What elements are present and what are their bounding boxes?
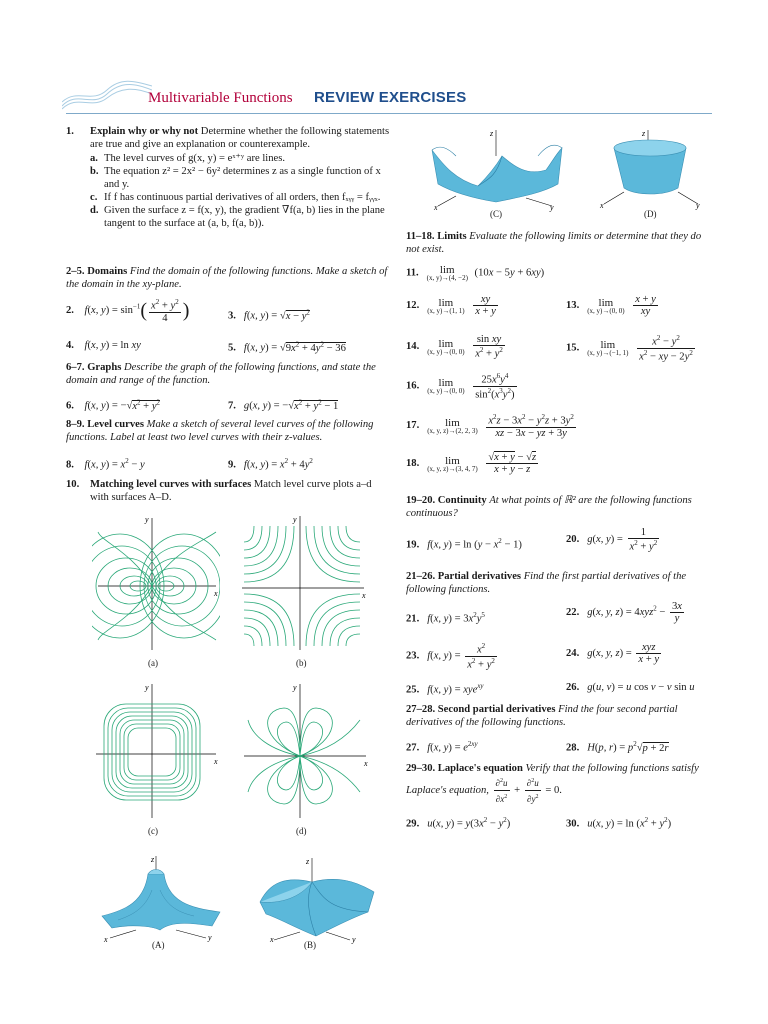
caption-A: (A) — [152, 940, 165, 950]
exercise-23: 23. f(x, y) = $\frac{x^2}{x^2 + y^2}$ — [406, 642, 495, 671]
exercise-14: 14. lim (x, y)→(0, 0) $\frac{\text{sin xy}}{x^2 + y^2}$ — [406, 334, 503, 360]
exercise-13: 13. lim (x, y)→(0, 0) $\frac{x + y}{xy}$ — [566, 294, 656, 317]
exercises-8-9-heading: 8–9. Level curves — [66, 419, 144, 430]
section-title: Multivariable Functions — [148, 90, 293, 106]
surface-plot-A — [96, 850, 226, 945]
caption-d: (d) — [296, 826, 307, 836]
svg-text:y: y — [293, 515, 297, 524]
exercise-1a: The level curves of g(x, y) = eˣ⁺ʸ are lines. — [104, 153, 286, 164]
exercises-27-28-heading: 27–28. Second partial derivatives — [406, 704, 556, 715]
caption-D: (D) — [644, 209, 657, 219]
header-rule — [66, 113, 712, 114]
surface-plot-D — [594, 126, 706, 214]
exercise-24: 24. g(x, y, z) = $\frac{\text{xyz}}{x + y}$ — [566, 642, 660, 665]
svg-text:z: z — [642, 129, 646, 138]
exercises-19-20-heading: 19–20. Continuity — [406, 495, 487, 506]
exercises-27-28-intro — [406, 703, 706, 729]
exercise-10: 10. Matching level curves with surfaces Match level curve plots a–d with surfaces A–D. — [66, 479, 372, 503]
exercises-11-18-heading: 11–18. Limits — [406, 231, 467, 242]
exercise-1: 1. Explain why or why not Determine whether the following statements are true and give an explanation or counterexample. a. The level curves of g(x, y) = eˣ⁺ʸ are lines. b. The equation z² = 2x² − 6y² determines z as a single function of x and y. c. If f has continuous partial derivatives of all orders, then fₓᵧᵧ = fᵧᵧₓ. d. Given the surface z = f(x, y), the gradient ∇f(a, b) lies in the plane tangent to the surface at (a, b, f(a, b)). — [66, 126, 390, 229]
level-curves-plot-c — [92, 680, 220, 820]
exercise-1d: Given the surface z = f(x, y), the gradient ∇f(a, b) lies in the plane tangent to the surface at (a, b, f(a, b)). — [104, 205, 385, 229]
exercise-10-text: Match level curve plots a–d with surfaces A–D. — [90, 479, 372, 503]
exercises-19-20-text: At what points of ℝ² are the following functions continuous? — [406, 495, 692, 519]
svg-text:x: x — [364, 759, 368, 768]
exercises-21-26-intro — [406, 570, 706, 596]
exercises-29-30-intro: 29–30. Laplace's equation Verify that the following functions satisfy Laplace's equation, $\frac{\partial^2u}{\partial x^2}$ + $\frac{\partial^2u}{\partial y^2}$ = 0. — [406, 763, 699, 804]
svg-text:x: x — [104, 935, 108, 944]
caption-c: (c) — [148, 826, 158, 836]
exercise-10-heading: Matching level curves with surfaces — [90, 479, 252, 490]
page-title: REVIEW EXERCISES — [314, 89, 467, 106]
exercise-17: 17. lim (x, y, z)→(2, 2, 3) $\frac{x^2z - 3x^2 - y^2z + 3y^2}{xz - 3x - yz + 3y}$ — [406, 413, 574, 439]
svg-text:x: x — [434, 203, 438, 212]
level-curves-plot-b — [238, 512, 368, 652]
surface-plot-C — [426, 126, 566, 214]
exercises-2-5-heading: 2–5. Domains — [66, 266, 128, 277]
caption-b: (b) — [296, 658, 307, 668]
exercise-1-heading: Explain why or why not — [90, 126, 199, 137]
exercises-19-20-intro — [406, 494, 706, 520]
exercise-19: 19. f(x, $y) = \ln (y - x^2 - 1)$ — [406, 537, 522, 551]
level-curves-plot-d — [240, 680, 370, 820]
exercises-29-30-heading: 29–30. Laplace's equation — [406, 763, 523, 774]
svg-text:y: y — [208, 933, 212, 942]
exercise-26: 26. g(u, v) = u cos v − v sin u — [566, 682, 695, 693]
caption-a: (a) — [148, 658, 158, 668]
exercise-16: 16. lim (x, y)→(0, 0) $\frac{25x^6y^4}{\sin^2(x^3y^2)}$ — [406, 372, 515, 401]
caption-C: (C) — [490, 209, 502, 219]
exercise-15: 15. lim (x, y)→(−1, 1) $\frac{x^2 - y^2}{x^2 - xy - 2y^2}$ — [566, 334, 693, 363]
svg-text:y: y — [550, 203, 554, 212]
level-curves-plot-a — [92, 512, 220, 652]
exercises-8-9-intro — [66, 418, 392, 444]
exercises-6-7-text: Describe the graph of the following functions, and state the domain and range of the function. — [66, 362, 376, 386]
exercise-3: 3. f(x, $y) = √x - y^2$ — [228, 308, 310, 322]
exercise-5: 5. f(x, $y) = √9x^2 + 4y^2 - 36$ — [228, 340, 346, 354]
exercises-11-18-intro — [406, 230, 706, 256]
exercise-25: 25. f(x, y) = xye$^{xy}$ — [406, 682, 484, 696]
exercises-2-5-intro — [66, 265, 392, 291]
exercises-29-30-text: Verify that the following functions satisfy Laplace's equation, — [406, 763, 699, 796]
exercises-27-28-text: Find the four second partial derivatives of the following functions. — [406, 704, 678, 728]
svg-text:x: x — [270, 935, 274, 944]
exercise-1c: If f has continuous partial derivatives of all orders, then fₓᵧᵧ = fᵧᵧₓ. — [104, 192, 381, 203]
svg-text:y: y — [293, 683, 297, 692]
exercise-30: 30. u(x, $y) = \ln (x^2 + y^2)$ — [566, 816, 672, 830]
svg-text:x: x — [214, 757, 218, 766]
exercises-8-9-text: Make a sketch of several level curves of the following functions. Label at least two level curves with their z-values. — [66, 419, 374, 443]
exercises-6-7-intro — [66, 361, 392, 387]
exercise-18: 18. lim (x, y, z)→(3, 4, 7) $\frac{√x + y - √z}{x + y - z}$ — [406, 452, 537, 475]
exercise-28: 28. H(p, $r) = p^2√p + 2r$ — [566, 740, 669, 754]
svg-text:z: z — [151, 855, 155, 864]
svg-text:x: x — [214, 589, 218, 598]
svg-text:z: z — [490, 129, 494, 138]
exercise-2: 2. f(x, $y) = \sin^{-1}$( $\frac{x^2 + y^2}{4}$ ) — [66, 298, 190, 324]
exercise-1b: The equation z² = 2x² − 6y² determines z as a single function of x and y. — [104, 166, 381, 190]
svg-text:z: z — [306, 857, 310, 866]
exercises-6-7-heading: 6–7. Graphs — [66, 362, 122, 373]
exercise-9: 9. f(x, $y) = x^2 + 4y^2$ — [228, 457, 313, 471]
exercise-7: 7. g(x, $y) = -√x^2 + y^2 - 1$ — [228, 398, 339, 412]
svg-text:x: x — [362, 591, 366, 600]
exercise-20: 20. g(x, y) = $\frac{1}{x^2 + y^2}$ — [566, 527, 658, 553]
caption-B: (B) — [304, 940, 316, 950]
header-wave-graphic — [62, 80, 152, 110]
exercises-2-5-text: Find the domain of the following functions. Make a sketch of the domain in the xy-plane. — [66, 266, 388, 290]
svg-text:y: y — [352, 935, 356, 944]
exercise-22: 22. g(x, y, z) = 4xyz$^2$ − $\frac{3x}{y}$ — [566, 601, 682, 624]
exercises-11-18-text: Evaluate the following limits or determine that they do not exist. — [406, 231, 702, 255]
surface-plot-B — [256, 852, 380, 944]
svg-text:y: y — [145, 515, 149, 524]
exercise-27: 27. f(x, $y) = e^{2xy}$ — [406, 740, 478, 754]
exercise-8: 8. f(x, $y) = x^2 - y$ — [66, 457, 145, 471]
exercises-21-26-text: Find the first partial derivatives of the following functions. — [406, 571, 687, 595]
exercise-1-text: Determine whether the following statements are true and give an explanation or counterexample. — [90, 126, 390, 150]
exercises-21-26-heading: 21–26. Partial derivatives — [406, 571, 522, 582]
exercise-11: 11. lim (x, y)→(4, −2) (10x − 5y + 6xy) — [406, 264, 545, 282]
exercise-21: 21. f(x, $y) = 3x^2y^5$ — [406, 611, 485, 625]
exercise-29: 29. u(x, $y) = y(3x^2 - y^2)$ — [406, 816, 511, 830]
svg-text:x: x — [600, 201, 604, 210]
svg-text:y: y — [145, 683, 149, 692]
exercise-4: 4. f(x, y) = ln xy — [66, 340, 141, 351]
exercise-12: 12. lim (x, y)→(1, 1) $\frac{xy}{x + y}$ — [406, 294, 496, 317]
svg-text:y: y — [696, 201, 700, 210]
exercise-6: 6. f(x, $y) = -√x^2 + y^2$ — [66, 398, 161, 412]
